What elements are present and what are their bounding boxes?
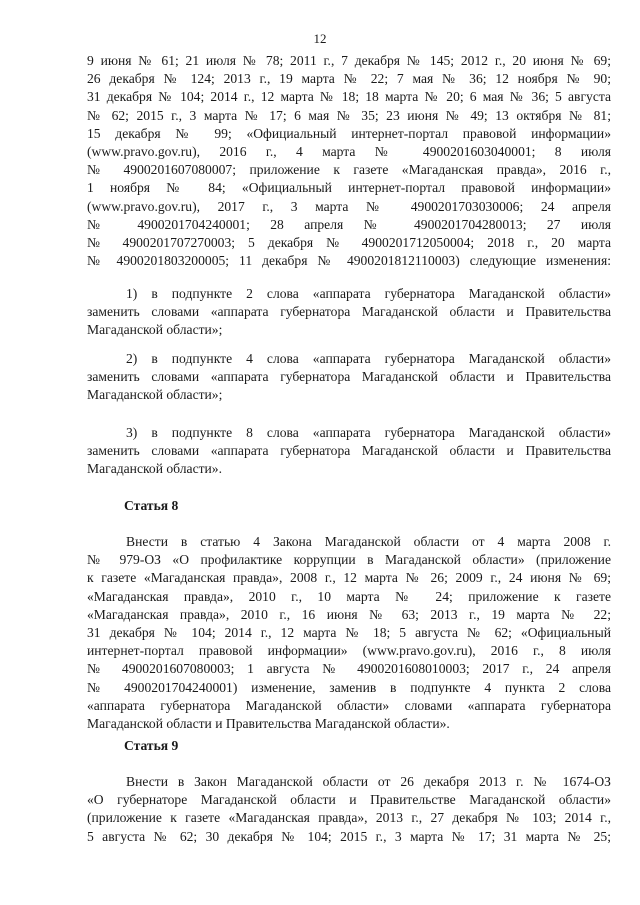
text-line: (приложение к газете «Магаданская правда», 2013 г., 27 декабря № 103; 2014 г., bbox=[87, 810, 611, 826]
intro-paragraph bbox=[87, 52, 611, 270]
article-8-heading: Статья 8 bbox=[124, 498, 179, 513]
text-line: № 4900201803200005; 11 декабря № 4900201812110003) следующие изменения: bbox=[87, 253, 611, 269]
text-line: Внести в Закон Магаданской области от 26 декабря 2013 г. № 1674-ОЗ bbox=[126, 774, 611, 789]
text-line: № 4900201704240001; 28 апреля № 4900201704280013; 27 июля bbox=[87, 216, 611, 232]
text-line: 1 ноября № 84; «Официальный интернет-портал правовой информации» bbox=[87, 180, 611, 196]
text-line: заменить словами «аппарата губернатора Магаданской области и Правительства bbox=[87, 443, 611, 459]
text-line: 5 августа № 62; 30 декабря № 104; 2015 г., 3 марта № 17; 31 марта № 25; bbox=[87, 828, 611, 844]
text-line: № 979-ОЗ «О профилактике коррупции в Магаданской области» (приложение bbox=[87, 552, 611, 568]
article-9-paragraph bbox=[87, 773, 611, 846]
text-line: Магаданской области». bbox=[87, 461, 223, 477]
text-line: 31 декабря № 104; 2014 г., 12 марта № 18; 18 марта № 20; 6 мая № 36; 5 августа bbox=[87, 89, 611, 105]
article-8-paragraph bbox=[87, 533, 611, 733]
text-line: «Магаданская правда», 2010 г., 10 марта № 24; приложение к газете bbox=[87, 588, 611, 604]
page-number: 12 bbox=[313, 31, 327, 46]
text-line: Магаданской области»; bbox=[87, 322, 223, 338]
text-line: «аппарата губернатора Магаданской области» словами «аппарата губернатора bbox=[87, 697, 611, 713]
text-line: 26 декабря № 124; 2013 г., 19 марта № 22; 7 мая № 36; 12 ноября № 90; bbox=[87, 71, 611, 87]
text-line: 15 декабря № 99; «Официальный интернет-портал правовой информации» bbox=[87, 125, 611, 141]
text-line: № 4900201607080007; приложение к газете «Магаданская правда», 2016 г., bbox=[87, 162, 611, 178]
text-line: № 4900201707270003; 5 декабря № 4900201712050004; 2018 г., 20 марта bbox=[87, 234, 611, 250]
text-line: (www.pravo.gov.ru), 2017 г., 3 марта № 4900201703030006; 24 апреля bbox=[87, 198, 611, 214]
text-line: 31 декабря № 104; 2014 г., 12 марта № 18; 5 августа № 62; «Официальный bbox=[87, 624, 611, 640]
text-line: к газете «Магаданская правда», 2008 г., 12 марта № 26; 2009 г., 24 июня № 69; bbox=[87, 570, 611, 586]
text-line: (www.pravo.gov.ru), 2016 г., 4 марта № 4900201603040001; 8 июля bbox=[87, 143, 611, 159]
list-item-1 bbox=[87, 285, 611, 340]
text-line: № 4900201607080003; 1 августа № 4900201608010003; 2017 г., 24 апреля bbox=[87, 661, 611, 677]
text-line: № 62; 2015 г., 3 марта № 17; 6 мая № 35; 23 июня № 49; 13 октября № 81; bbox=[87, 107, 611, 123]
list-item-2 bbox=[87, 350, 611, 405]
text-line: 9 июня № 61; 21 июля № 78; 2011 г., 7 декабря № 145; 2012 г., 20 июня № 69; bbox=[87, 53, 611, 68]
text-line: 1) в подпункте 2 слова «аппарата губернатора Магаданской области» bbox=[126, 286, 611, 301]
text-line: 2) в подпункте 4 слова «аппарата губернатора Магаданской области» bbox=[126, 351, 611, 366]
list-item-3 bbox=[87, 424, 611, 479]
text-line: Внести в статью 4 Закона Магаданской области от 4 марта 2008 г. bbox=[126, 534, 611, 549]
text-line: Магаданской области»; bbox=[87, 387, 223, 403]
text-line: интернет-портал правовой информации» (www.pravo.gov.ru), 2016 г., 8 июля bbox=[87, 643, 611, 659]
text-line: № 4900201704240001) изменение, заменив в подпункте 4 пункта 2 слова bbox=[87, 679, 611, 695]
text-line: «О губернаторе Магаданской области и Правительстве Магаданской области» bbox=[87, 792, 611, 808]
article-9-heading: Статья 9 bbox=[124, 738, 179, 753]
text-line: «Магаданская правда», 2010 г., 16 июня № 63; 2013 г., 19 марта № 22; bbox=[87, 606, 611, 622]
text-line: Магаданской области и Правительства Магаданской области». bbox=[87, 715, 450, 731]
text-line: 3) в подпункте 8 слова «аппарата губернатора Магаданской области» bbox=[126, 425, 611, 440]
text-line: заменить словами «аппарата губернатора Магаданской области и Правительства bbox=[87, 304, 611, 320]
text-line: заменить словами «аппарата губернатора Магаданской области и Правительства bbox=[87, 369, 611, 385]
